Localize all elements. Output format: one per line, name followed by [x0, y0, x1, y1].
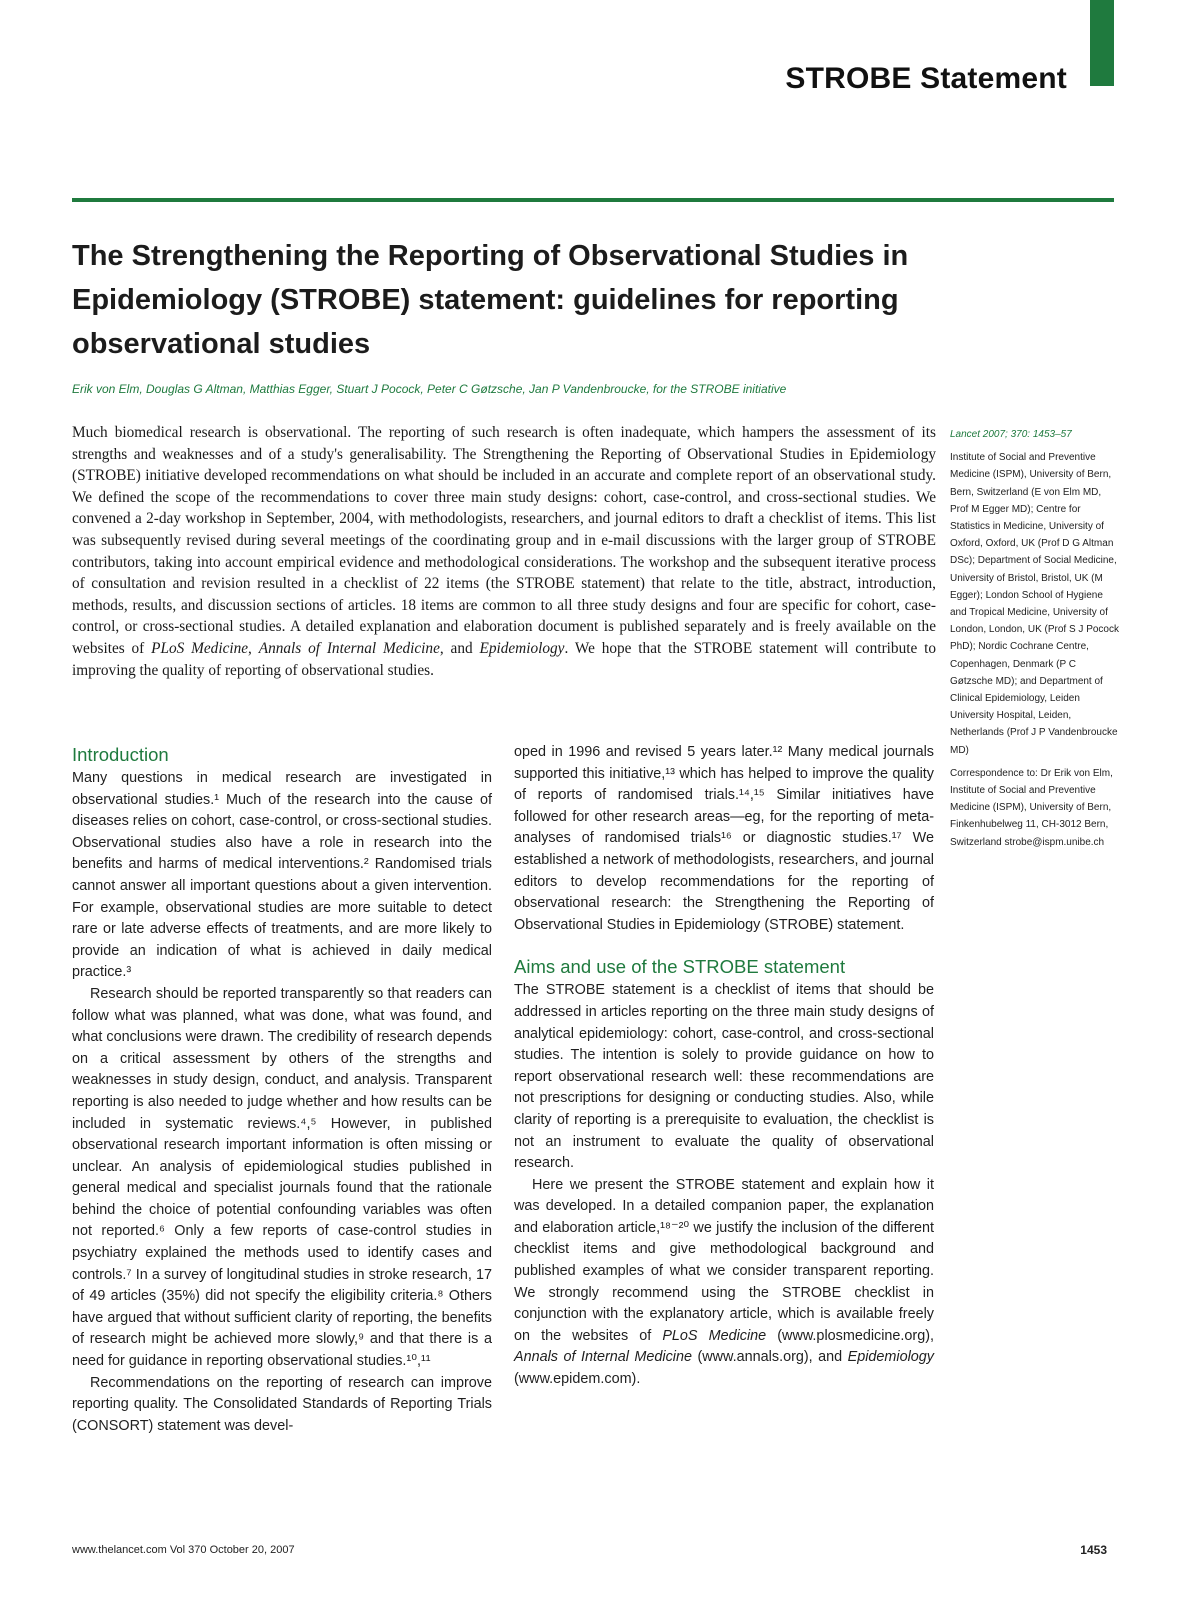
- aims-heading: Aims and use of the STROBE statement: [514, 956, 846, 978]
- body-column-right: [514, 742, 934, 1391]
- abstract-journal-annals: Annals of Internal Medicine: [258, 639, 440, 657]
- body-paragraph: oped in 1996 and revised 5 years later.¹² Many medical journals supported this initiative,¹³ which has helped to improve the quality of reports of randomised trials.¹⁴,¹⁵ Similar initiatives have followed for other research areas—eg, for the reporting of meta-analyses of randomised trials¹⁶ or diagnostic studies.¹⁷ We established a network of methodologists, researchers, and journal editors to develop recommendations for the reporting of observational research: the Strengthening the Reporting of Observational Studies in Epidemiology (STROBE) statement.: [514, 744, 934, 933]
- body-paragraph: Many questions in medical research are investigated in observational studies.¹ Much of the research into the cause of diseases relies on cohort, case-control, or cross-sectional studies. Observational studies also have a role in research into the benefits and harms of medical interventions.² Randomised trials cannot answer all important questions about a given intervention. For example, observational studies are more suitable to detect rare or late adverse effects of treatments, and are more likely to provide an indication of what is achieved in daily medical practice.³: [72, 770, 492, 981]
- sidebar-notes: [950, 426, 1120, 857]
- abstract-separator: ,: [248, 639, 259, 657]
- citation-reference: Lancet 2007; 370: 1453–57: [950, 429, 1072, 440]
- author-affiliations: Institute of Social and Preventive Medicine (ISPM), University of Bern, Bern, Switzerland (E von Elm MD, Prof M Egger MD); Centre for Statistics in Medicine, University of Oxford, Oxford, UK (Prof D G Altman DSc); Department of Social Medicine, University of Bristol, Bristol, UK (M Egger); London School of Hygiene and Tropical Medicine, University of London, London, UK (Prof S J Pocock PhD); Nordic Cochrane Centre, Copenhagen, Denmark (P C Gøtzsche MD); and Department of Clinical Epidemiology, Leiden University Hospital, Leiden, Netherlands (Prof J P Vandenbroucke MD): [950, 452, 1119, 756]
- footer-journal-info: www.thelancet.com Vol 370 October 20, 2007: [72, 1544, 295, 1556]
- abstract-separator: , and: [439, 639, 480, 657]
- journal-name-annals: Annals of Internal Medicine: [514, 1349, 693, 1366]
- article-title: The Strengthening the Reporting of Observational Studies in Epidemiology (STROBE) statement: guidelines for reporting observational studies: [72, 240, 909, 360]
- journal-url: (www.epidem.com).: [514, 1371, 641, 1388]
- abstract-text: Much biomedical research is observational. The reporting of such research is often inadequate, which hampers the assessment of its strengths and weaknesses and of a study's generalisability. The Strengthening the Reporting of Observational Studies in Epidemiology (STROBE) initiative developed recommendations on what should be included in an accurate and complete report of an observational study. We defined the scope of the recommendations to cover three main study designs: cohort, case-control, and cross-sectional studies. We convened a 2-day workshop in September, 2004, with methodologists, researchers, and journal editors to draft a checklist of items. This list was subsequently revised during several meetings of the coordinating group and in e-mail discussions with the larger group of STROBE contributors, taking into account empirical evidence and methodological considerations. The workshop and the subsequent iterative process of consultation and revision resulted in a checklist of 22 items (the STROBE statement) that relate to the title, abstract, introduction, methods, results, and discussion sections of articles. 18 items are common to all three study designs and four are specific for cohort, case-control, or cross-sectional studies. A detailed explanation and elaboration document is published separately and is freely available on the websites of: [72, 424, 936, 657]
- page-number: 1453: [1080, 1543, 1107, 1557]
- correspondence-address: Correspondence to: Dr Erik von Elm, Institute of Social and Preventive Medicine (ISPM), University of Bern, Finkenhubelweg 11, CH-3012 Bern, Switzerland strobe@ispm.unibe.ch: [950, 767, 1113, 848]
- body-paragraph: Research should be reported transparently so that readers can follow what was planned, what was done, what was found, and what conclusions were drawn. The credibility of research depends on a critical assessment by others of the strengths and weaknesses in study design, conduct, and analysis. Transparent reporting is also needed to judge whether and how results can be included in systematic reviews.⁴,⁵ However, in published observational research important information is often missing or unclear. An analysis of epidemiological studies published in general medical and specialist journals found that the rationale behind the choice of potential confounding variables was often not reported.⁶ Only a few reports of case-control studies in psychiatry explained the methods used to identify cases and controls.⁷ In a survey of longitudinal studies in stroke research, 17 of 49 articles (35%) did not specify the eligibility criteria.⁸ Others have argued that without sufficient clarity of reporting, the benefits of research might be achieved more slowly,⁹ and that there is a need for guidance in reporting observational studies.¹⁰,¹¹: [72, 985, 492, 1370]
- author-list: Erik von Elm, Douglas G Altman, Matthias Egger, Stuart J Pocock, Peter C Gøtzsche, Jan P Vandenbroucke, for the STROBE initiative: [72, 382, 787, 396]
- section-label: STROBE Statement: [785, 62, 1067, 95]
- journal-url: (www.plosmedicine.org),: [766, 1327, 935, 1344]
- abstract-journal-epidemiology: Epidemiology: [479, 639, 565, 657]
- journal-url: (www.annals.org), and: [692, 1349, 848, 1366]
- section-color-tab: [1090, 0, 1114, 86]
- header-rule: [72, 198, 1114, 202]
- body-text: Here we present the STROBE statement and explain how it was developed. In a detailed companion paper, the explanation and elaboration article,¹⁸⁻²⁰ we justify the inclusion of the different checklist items and give methodological background and published examples of what we consider transparent reporting. We strongly recommend using the STROBE checklist in conjunction with the explanatory article, which is available freely on the websites of: [514, 1176, 934, 1344]
- abstract: [72, 422, 936, 681]
- introduction-heading: Introduction: [72, 744, 169, 765]
- body-paragraph: The STROBE statement is a checklist of items that should be addressed in articles reporting on the three main study designs of analytical epidemiology: cohort, case-control, and cross-sectional studies. The intention is solely to provide guidance on how to report observational research well: these recommendations are not prescriptions for designing or conducting studies. Also, while clarity of reporting is a prerequisite to evaluation, the checklist is not an instrument to evaluate the quality of observational research.: [514, 982, 934, 1172]
- body-paragraph: Recommendations on the reporting of research can improve reporting quality. The Consolidated Standards of Reporting Trials (CONSORT) statement was devel-: [72, 1374, 492, 1434]
- body-column-left: [72, 742, 492, 1437]
- journal-name-epidemiology: Epidemiology: [847, 1349, 935, 1366]
- journal-name-plos: PLoS Medicine: [662, 1327, 767, 1344]
- abstract-journal-plos: PLoS Medicine: [151, 639, 249, 657]
- abstract-closing: . We hope that the STROBE statement will contribute to improving the quality of reporting of observational studies.: [72, 639, 937, 679]
- body-paragraph: [514, 1175, 934, 1391]
